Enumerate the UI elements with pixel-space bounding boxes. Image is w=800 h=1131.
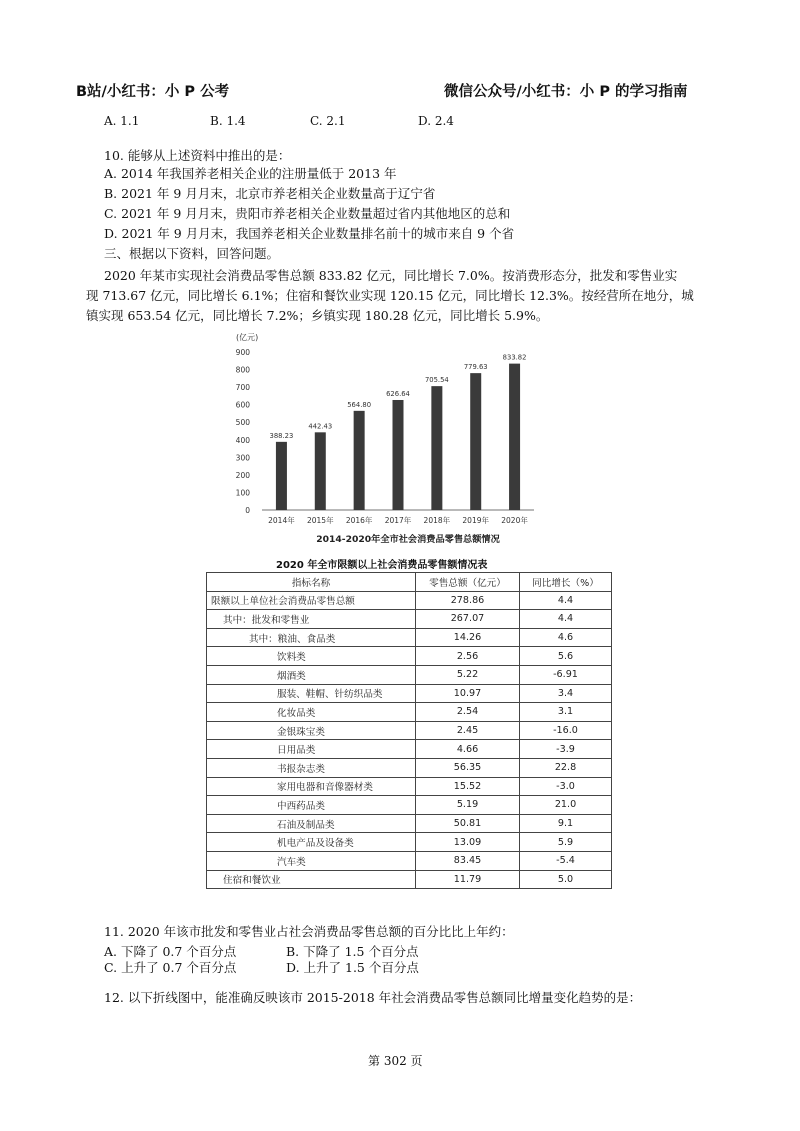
row-total: 2.45 bbox=[416, 721, 520, 740]
y-tick-label: 200 bbox=[235, 470, 250, 480]
row-name: 家用电器和音像器材类 bbox=[207, 777, 416, 796]
row-name: 限额以上单位社会消费品零售总额 bbox=[207, 591, 416, 610]
table-header-name: 指标名称 bbox=[207, 573, 416, 592]
row-growth: -16.0 bbox=[520, 721, 612, 740]
row-name: 机电产品及设备类 bbox=[207, 833, 416, 852]
x-tick-label: 2016年 bbox=[345, 516, 373, 525]
q10-option-d: D. 2021 年 9 月月末，我国养老相关企业数量排名前十的城市来自 9 个省 bbox=[104, 226, 515, 241]
y-tick-label: 300 bbox=[235, 453, 250, 463]
section-title: 三、根据以下资料，回答问题。 bbox=[104, 246, 280, 261]
row-name: 其中：批发和零售业 bbox=[207, 610, 416, 629]
bar-value-label: 779.63 bbox=[463, 363, 488, 372]
bar bbox=[354, 411, 365, 510]
table-row bbox=[207, 740, 612, 759]
row-growth: -3.9 bbox=[520, 740, 612, 759]
q11-option-b: B. 下降了 1.5 个百分点 bbox=[286, 944, 419, 959]
row-growth: 21.0 bbox=[520, 796, 612, 815]
table-title: 2020 年全市限额以上社会消费品零售额情况表 bbox=[276, 560, 488, 571]
y-tick-label: 800 bbox=[235, 365, 250, 375]
row-name: 饮料类 bbox=[207, 647, 416, 666]
row-growth: -6.91 bbox=[520, 665, 612, 684]
prev-option-b: B. 1.4 bbox=[210, 114, 246, 128]
table-row bbox=[207, 851, 612, 870]
y-axis-unit: (亿元) bbox=[236, 333, 259, 342]
q11-option-a: A. 下降了 0.7 个百分点 bbox=[104, 944, 237, 959]
row-growth: -3.0 bbox=[520, 777, 612, 796]
q10-option-b: B. 2021 年 9 月月末，北京市养老相关企业数量高于辽宁省 bbox=[104, 186, 436, 201]
q12-stem: 12. 以下折线图中，能准确反映该市 2015-2018 年社会消费品零售总额同比增量变化趋势的是： bbox=[104, 990, 642, 1005]
bar-value-label: 626.64 bbox=[386, 389, 410, 398]
prev-option-a: A. 1.1 bbox=[104, 114, 140, 128]
table-row bbox=[207, 628, 612, 647]
table-row bbox=[207, 647, 612, 666]
q11-option-c: C. 上升了 0.7 个百分点 bbox=[104, 960, 237, 975]
row-growth: 5.9 bbox=[520, 833, 612, 852]
bar bbox=[509, 364, 520, 510]
bar-value-label: 705.54 bbox=[424, 376, 449, 385]
x-tick-label: 2020年 bbox=[501, 516, 528, 525]
row-name: 烟酒类 bbox=[207, 665, 416, 684]
bar bbox=[431, 386, 442, 510]
table-row bbox=[207, 814, 612, 833]
passage-line-3: 镇实现 653.54 亿元，同比增长 7.2%；乡镇实现 180.28 亿元，同比增长 5.9%。 bbox=[86, 308, 549, 323]
prev-option-d: D. 2.4 bbox=[418, 114, 454, 128]
row-total: 2.56 bbox=[416, 647, 520, 666]
y-tick-label: 900 bbox=[235, 348, 250, 357]
row-name: 化妆品类 bbox=[207, 703, 416, 722]
table-row bbox=[207, 684, 612, 703]
bar-value-label: 442.43 bbox=[308, 422, 333, 431]
table-row bbox=[207, 665, 612, 684]
row-growth: 9.1 bbox=[520, 814, 612, 833]
table-row bbox=[207, 610, 612, 629]
row-total: 83.45 bbox=[416, 851, 520, 870]
row-name: 中西药品类 bbox=[207, 796, 416, 815]
row-growth: 4.6 bbox=[520, 628, 612, 647]
bar bbox=[276, 442, 287, 510]
table-row bbox=[207, 721, 612, 740]
row-growth: 4.4 bbox=[520, 591, 612, 610]
row-name: 其中：粮油、食品类 bbox=[207, 628, 416, 647]
bar-value-label: 564.80 bbox=[347, 400, 372, 409]
row-name: 石油及制品类 bbox=[207, 814, 416, 833]
bar-value-label: 388.23 bbox=[269, 431, 294, 440]
bar-value-label: 833.82 bbox=[502, 353, 527, 362]
x-tick-label: 2015年 bbox=[306, 516, 334, 525]
table-row bbox=[207, 591, 612, 610]
row-growth: 3.4 bbox=[520, 684, 612, 703]
row-name: 金银珠宝类 bbox=[207, 721, 416, 740]
x-tick-label: 2019年 bbox=[462, 516, 490, 525]
bar bbox=[393, 400, 404, 510]
row-growth: 22.8 bbox=[520, 758, 612, 777]
y-tick-label: 700 bbox=[235, 383, 250, 393]
y-tick-label: 500 bbox=[235, 418, 250, 428]
row-total: 278.86 bbox=[416, 591, 520, 610]
row-growth: -5.4 bbox=[520, 851, 612, 870]
stats-table bbox=[206, 572, 612, 889]
header-left: B站/小红书：小 P 公考 bbox=[76, 84, 230, 100]
q11-option-d: D. 上升了 1.5 个百分点 bbox=[286, 960, 419, 975]
q10-option-a: A. 2014 年我国养老相关企业的注册量低于 2013 年 bbox=[104, 166, 397, 181]
prev-option-c: C. 2.1 bbox=[310, 114, 346, 128]
row-growth: 5.6 bbox=[520, 647, 612, 666]
row-growth: 4.4 bbox=[520, 610, 612, 629]
y-tick-label: 400 bbox=[235, 435, 250, 445]
x-tick-label: 2017年 bbox=[384, 516, 412, 525]
table-header-total: 零售总额（亿元） bbox=[416, 573, 520, 592]
table-row bbox=[207, 777, 612, 796]
page-number: 第 302 页 bbox=[368, 1054, 423, 1068]
q11-stem: 11. 2020 年该市批发和零售业占社会消费品零售总额的百分比比上年约： bbox=[104, 924, 514, 939]
row-growth: 5.0 bbox=[520, 870, 612, 889]
table-row bbox=[207, 703, 612, 722]
chart-title: 2014-2020年全市社会消费品零售总额情况 bbox=[316, 534, 500, 545]
row-total: 50.81 bbox=[416, 814, 520, 833]
table-header-growth: 同比增长（%） bbox=[520, 573, 612, 592]
row-total: 14.26 bbox=[416, 628, 520, 647]
table-row bbox=[207, 870, 612, 889]
row-total: 5.19 bbox=[416, 796, 520, 815]
x-tick-label: 2014年 bbox=[268, 516, 295, 525]
row-name: 住宿和餐饮业 bbox=[207, 870, 416, 889]
row-total: 267.07 bbox=[416, 610, 520, 629]
row-growth: 3.1 bbox=[520, 703, 612, 722]
table-row bbox=[207, 796, 612, 815]
header-right: 微信公众号/小红书：小 P 的学习指南 bbox=[444, 84, 688, 100]
row-total: 15.52 bbox=[416, 777, 520, 796]
bar bbox=[315, 432, 326, 510]
passage-line-2: 现 713.67 亿元，同比增长 6.1%；住宿和餐饮业实现 120.15 亿元，同比增长 12.3%。按经营所在地分，城 bbox=[86, 288, 694, 303]
table-row bbox=[207, 758, 612, 777]
passage-line-1: 2020 年某市实现社会消费品零售总额 833.82 亿元，同比增长 7.0%。按消费形态分，批发和零售业实 bbox=[104, 268, 678, 283]
y-tick-label: 0 bbox=[245, 506, 250, 515]
table-header-row bbox=[207, 573, 612, 592]
table-row bbox=[207, 833, 612, 852]
row-total: 2.54 bbox=[416, 703, 520, 722]
row-total: 56.35 bbox=[416, 758, 520, 777]
y-tick-label: 100 bbox=[235, 488, 250, 498]
row-total: 5.22 bbox=[416, 665, 520, 684]
row-total: 4.66 bbox=[416, 740, 520, 759]
row-name: 服装、鞋帽、针纺织品类 bbox=[207, 684, 416, 703]
row-name: 汽车类 bbox=[207, 851, 416, 870]
x-tick-label: 2018年 bbox=[423, 516, 451, 525]
bar bbox=[470, 373, 481, 510]
row-total: 10.97 bbox=[416, 684, 520, 703]
q10-option-c: C. 2021 年 9 月月末，贵阳市养老相关企业数量超过省内其他地区的总和 bbox=[104, 206, 511, 221]
row-total: 11.79 bbox=[416, 870, 520, 889]
bar-chart bbox=[200, 326, 620, 552]
row-name: 日用品类 bbox=[207, 740, 416, 759]
q10-stem: 10. 能够从上述资料中推出的是： bbox=[104, 148, 291, 163]
row-name: 书报杂志类 bbox=[207, 758, 416, 777]
row-total: 13.09 bbox=[416, 833, 520, 852]
y-tick-label: 600 bbox=[235, 400, 250, 410]
